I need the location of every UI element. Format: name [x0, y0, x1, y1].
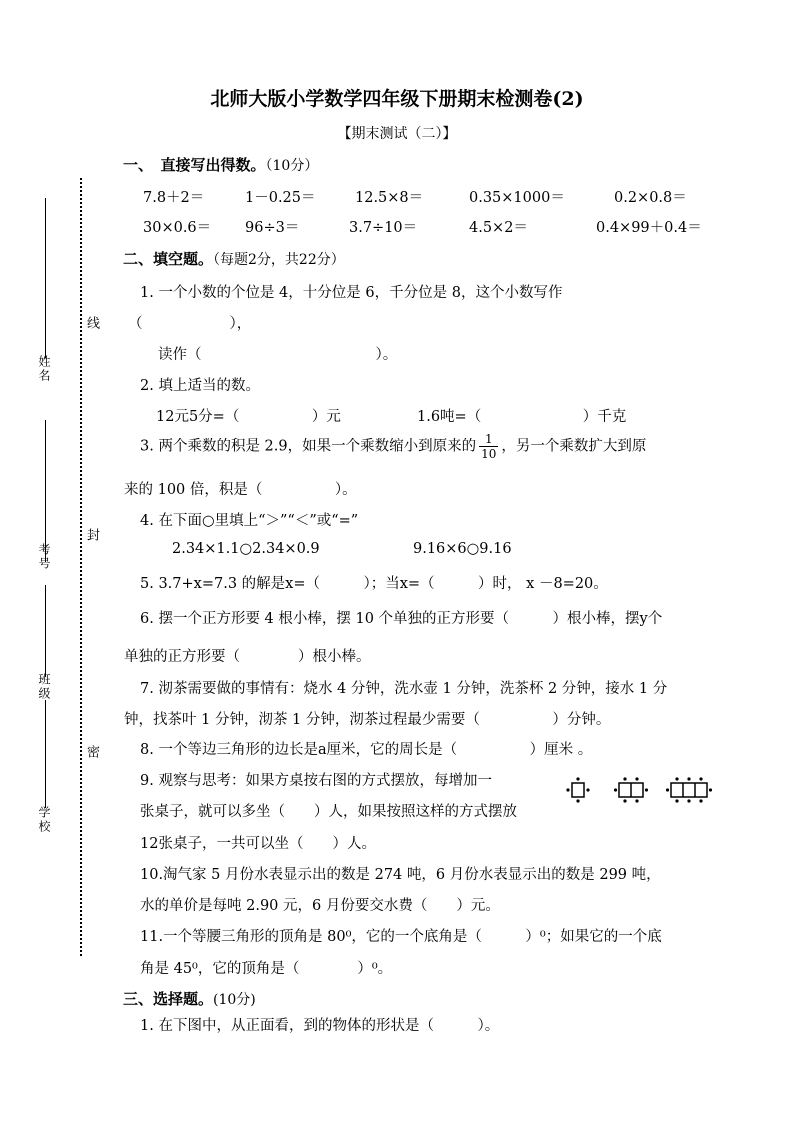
- table-figure-3: [666, 776, 712, 804]
- calc-2: 1－0.25＝: [245, 190, 316, 206]
- q7-line2: 钟，找茶叶 1 分钟，沏茶 1 分钟，沏茶过程最少需要（ ）分钟。: [124, 712, 611, 728]
- q7-line1: 7. 沏茶需要做的事情有：烧水 4 分钟，洗水壶 1 分钟，洗茶杯 2 分钟，接水 1 分: [140, 681, 668, 697]
- calc-3: 12.5×8＝: [355, 190, 424, 206]
- q1-line2: （ ），: [128, 316, 252, 332]
- seal-secret-char: 密: [82, 741, 101, 762]
- exam-number-label: 考号: [37, 543, 51, 571]
- class-blank-line: [45, 585, 46, 677]
- q11-line1: 11.一个等腰三角形的顶角是 80⁰，它的一个底角是（ ）⁰；如果它的一个底: [140, 929, 662, 945]
- q10-line1: 10.淘气家 5 月份水表显示出的数是 274 吨，6 月份水表显示出的数是 299 吨，: [140, 867, 661, 883]
- q6-line1: 6. 摆一个正方形要 4 根小棒，摆 10 个单独的正方形要（ ）根小棒，摆y个: [140, 611, 663, 627]
- class-label: 班级: [37, 673, 51, 701]
- calc-4: 0.35×1000＝: [469, 190, 565, 206]
- table-figure-1: [566, 776, 590, 804]
- exam-number-blank-line: [45, 420, 46, 562]
- calc-5: 0.2×0.8＝: [614, 190, 687, 206]
- calc-10: 0.4×99＋0.4＝: [596, 220, 702, 236]
- page-subtitle: 【期末测试（二）】: [337, 126, 457, 142]
- q2-part-b: 1.6吨=（ ）千克: [417, 409, 627, 425]
- q3-text-before: 3. 两个乘数的积是 2.9，如果一个乘数缩小到原来的: [140, 438, 477, 455]
- school-label: 学校: [37, 806, 51, 834]
- section2-note: （每题2分，共22分）: [213, 252, 345, 268]
- section3-title: 三、选择题。: [123, 990, 214, 1008]
- seal-line-char: 线: [82, 312, 101, 333]
- q11-line2: 角是 45⁰，它的顶角是（ ）⁰。: [140, 961, 393, 977]
- section1-note: （10分）: [265, 158, 319, 174]
- q4-line1: 4. 在下面○里填上“＞”“＜”或“=”: [140, 513, 359, 529]
- binding-dotted-line: [80, 178, 82, 956]
- table-figure-2: [614, 776, 648, 804]
- q4-part-b: 9.16×6○9.16: [413, 541, 512, 557]
- q6-line2: 单独的正方形要（ ）根小棒。: [124, 649, 371, 665]
- q9-line2: 张桌子，就可以多坐（ ）人，如果按照这样的方式摆放: [140, 804, 517, 820]
- calc-1: 7.8＋2＝: [143, 190, 205, 206]
- q1-line1: 1. 一个小数的个位是 4，十分位是 6，千分位是 8，这个小数写作: [140, 285, 563, 301]
- seal-seal-char: 封: [82, 524, 101, 545]
- section1-heading: [123, 154, 318, 175]
- section3-note: (10分): [213, 992, 256, 1008]
- q3-fraction-denominator: 10: [481, 447, 497, 461]
- calc-6: 30×0.6＝: [143, 220, 212, 236]
- q3-fraction-numerator: 1: [479, 432, 498, 447]
- q8-line1: 8. 一个等边三角形的边长是a厘米，它的周长是（ ）厘米 。: [140, 742, 593, 758]
- calc-8: 3.7÷10＝: [349, 220, 418, 236]
- section3-heading: [123, 988, 256, 1009]
- name-label: 姓名: [37, 355, 51, 383]
- q1-line3: 读作（ ）。: [158, 347, 398, 363]
- q2-part-a: 12元5分=（ ）元: [156, 409, 341, 425]
- calc-9: 4.5×2＝: [469, 220, 528, 236]
- q2-line1: 2. 填上适当的数。: [140, 378, 260, 394]
- q3-fraction: [479, 432, 498, 461]
- s3-q1-line1: 1. 在下图中，从正面看，到的物体的形状是（ ）。: [140, 1018, 500, 1034]
- q9-line1: 9. 观察与思考：如果方桌按右图的方式摆放，每增加一: [140, 773, 492, 789]
- page-title: 北师大版小学数学四年级下册期末检测卷(2): [210, 88, 584, 110]
- section2-title: 二、填空题。: [123, 250, 214, 268]
- q9-line3: 12张桌子，一共可以坐（ ）人。: [140, 836, 376, 852]
- q5-line1: 5. 3.7+x=7.3 的解是x=（ ）；当x=（ ）时， x －8=20。: [140, 576, 608, 592]
- section1-title: 一、 直接写出得数。: [123, 156, 266, 174]
- q3-line1: [140, 432, 646, 461]
- q3-text-after: ，另一个乘数扩大到原: [501, 438, 647, 455]
- section2-heading: [123, 248, 345, 269]
- q3-line2: 来的 100 倍，积是（ ）。: [124, 482, 357, 498]
- school-blank-line: [45, 700, 46, 808]
- q4-part-a: 2.34×1.1○2.34×0.9: [172, 541, 320, 557]
- name-blank-line: [45, 198, 46, 358]
- calc-7: 96÷3＝: [245, 220, 300, 236]
- q10-line2: 水的单价是每吨 2.90 元，6 月份要交水费（ ）元。: [140, 898, 500, 914]
